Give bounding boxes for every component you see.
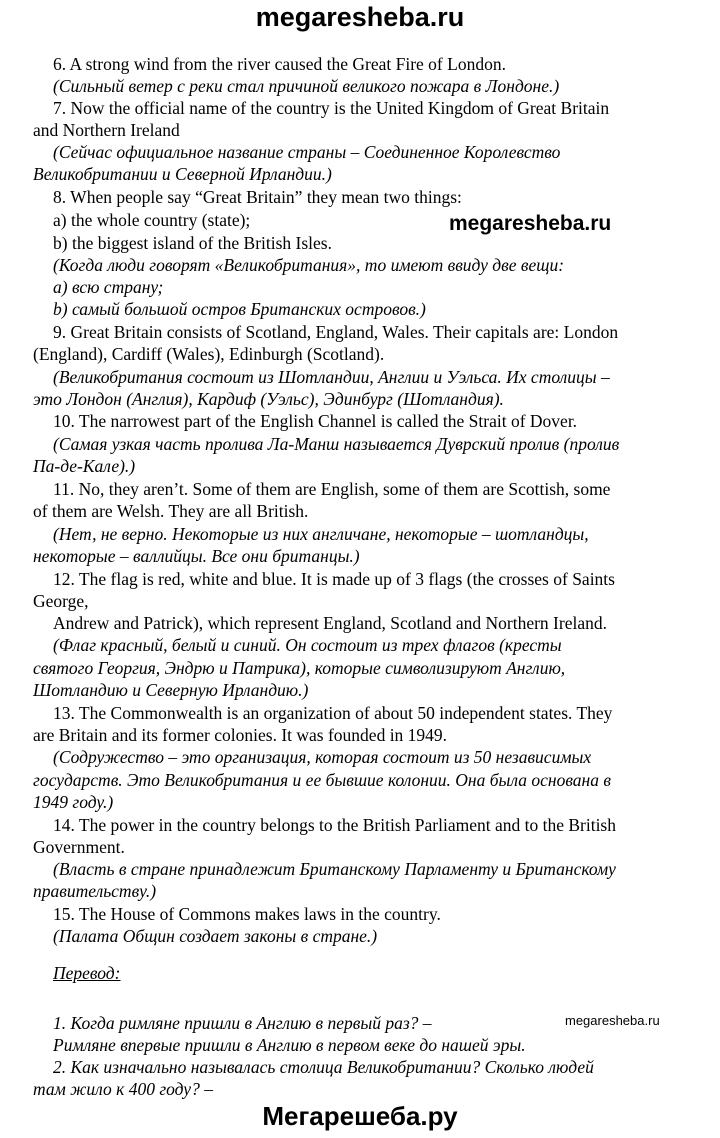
text-line: Andrew and Patrick), which represent England, Scotland and Northern Ireland. xyxy=(53,613,607,633)
text-line: 10. The narrowest part of the English Channel is called the Strait of Dover. xyxy=(53,411,578,431)
text-line: b) the biggest island of the British Isles. xyxy=(53,233,332,253)
text-line: (Сильный ветер с реки стал причиной великого пожара в Лондоне.) xyxy=(53,76,560,96)
text-line: are Britain and its former colonies. It was founded in 1949. xyxy=(33,725,448,745)
text-line: правительству.) xyxy=(33,881,157,901)
text-line: (Палата Общин создает законы в стране.) xyxy=(53,926,378,946)
text-line: (Самая узкая часть пролива Ла-Манш называется Дуврский пролив (пролив xyxy=(53,434,620,454)
text-line: George, xyxy=(33,591,89,611)
text-line: (Великобритания состоит из Шотландии, Англии и Уэльса. Их столицы – xyxy=(53,367,610,387)
section-heading: Перевод: xyxy=(53,963,121,983)
text-line: (Власть в стране принадлежит Британскому Парламенту и Британскому xyxy=(53,859,616,879)
text-line: Великобритании и Северной Ирландии.) xyxy=(33,164,332,184)
text-line: там жило к 400 году? – xyxy=(33,1079,213,1099)
text-line: некоторые – валлийцы. Все они британцы.) xyxy=(33,546,360,566)
text-line: Па-де-Кале).) xyxy=(33,456,136,476)
text-line: 1949 году.) xyxy=(33,792,114,812)
site-footer: Мегарешеба.ру xyxy=(262,1101,458,1131)
text-line: 15. The House of Commons makes laws in the country. xyxy=(53,904,441,924)
text-line: (Нет, не верно. Некоторые из них англичане, некоторые – шотландцы, xyxy=(53,524,589,544)
text-line: Римляне впервые пришли в Англию в первом веке до нашей эры. xyxy=(53,1035,526,1055)
text-line: 13. The Commonwealth is an organization of about 50 independent states. They xyxy=(53,703,613,723)
text-line: 6. A strong wind from the river caused the Great Fire of London. xyxy=(53,54,506,74)
text-line: святого Георгия, Эндрю и Патрика), которые символизируют Англию, xyxy=(33,658,566,678)
text-line: 1. Когда римляне пришли в Англию в первый раз? – xyxy=(53,1013,432,1033)
text-line: а) всю страну; xyxy=(53,277,164,297)
text-line: a) the whole country (state); xyxy=(53,210,251,230)
text-line: (England), Cardiff (Wales), Edinburgh (Scotland). xyxy=(33,344,385,364)
text-line: 9. Great Britain consists of Scotland, England, Wales. Their capitals are: London xyxy=(53,322,619,342)
text-line: Government. xyxy=(33,837,125,857)
text-line: (Флаг красный, белый и синий. Он состоит из трех флагов (кресты xyxy=(53,635,562,655)
text-line: 14. The power in the country belongs to the British Parliament and to the British xyxy=(53,815,616,835)
text-line: государств. Это Великобритания и ее бывшие колонии. Она была основана в xyxy=(33,770,611,790)
text-line: (Сейчас официальное название страны – Соединенное Королевство xyxy=(53,142,561,162)
text-line: 8. When people say “Great Britain” they mean two things: xyxy=(53,187,462,207)
text-line: of them are Welsh. They are all British. xyxy=(33,501,309,521)
text-line: 2. Как изначально называлась столица Великобритании? Сколько людей xyxy=(53,1057,594,1077)
watermark: megaresheba.ru xyxy=(565,1013,660,1028)
text-line: 7. Now the official name of the country is the United Kingdom of Great Britain xyxy=(53,98,610,118)
site-header: megaresheba.ru xyxy=(255,2,465,32)
text-line: (Когда люди говорят «Великобритания», то имеют ввиду две вещи: xyxy=(53,255,565,275)
text-line: 11. No, they aren’t. Some of them are English, some of them are Scottish, some xyxy=(53,479,611,499)
text-line: 12. The flag is red, white and blue. It is made up of 3 flags (the crosses of Saints xyxy=(53,569,615,589)
text-line: (Содружество – это организация, которая состоит из 50 независимых xyxy=(53,747,592,767)
text-line: Шотландию и Северную Ирландию.) xyxy=(33,680,309,700)
text-line: это Лондон (Англия), Кардиф (Уэльс), Эдинбург (Шотландия). xyxy=(33,389,504,409)
text-line: b) самый большой остров Британских островов.) xyxy=(53,299,426,319)
watermark: megaresheba.ru xyxy=(449,212,612,235)
text-line: and Northern Ireland xyxy=(33,120,180,140)
